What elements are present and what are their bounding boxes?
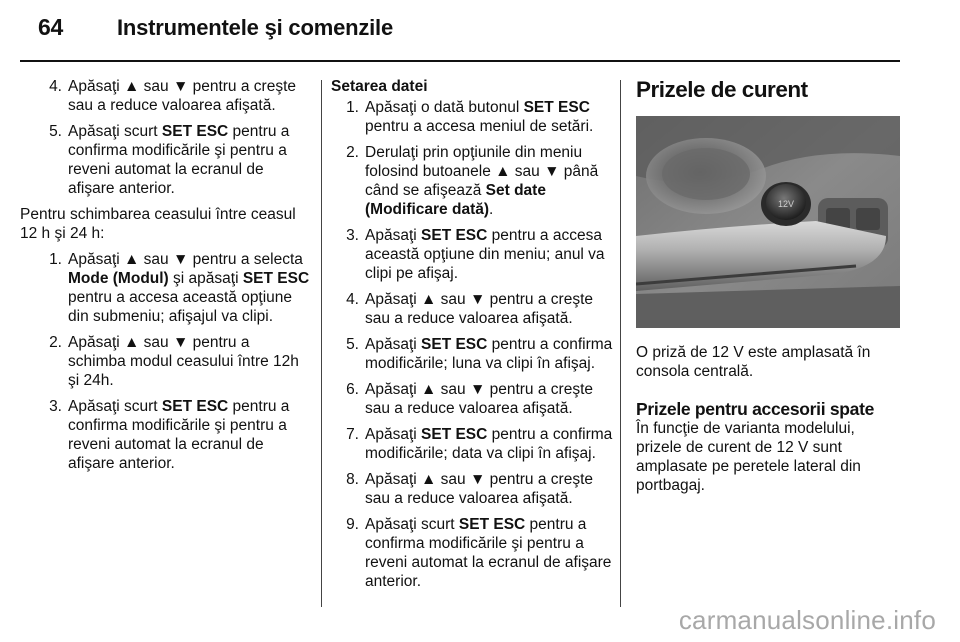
list-item-number: 2. — [346, 144, 359, 161]
power-outlet-caption: O priză de 12 V este amplasată în consola centrală. — [636, 344, 871, 380]
text-run: Apăsaţi scurt — [365, 516, 459, 533]
list-item-text — [68, 250, 310, 326]
list-item-number: 2. — [49, 334, 62, 351]
list-item-text — [365, 470, 613, 508]
text-run: Apăsaţi ▲ sau ▼ pentru a selecta — [68, 251, 303, 268]
text-run: pentru a confirma modificările şi pentru a reveni automat la ecranul de afişare anterior. — [68, 123, 290, 197]
bold-term: SET ESC — [421, 227, 488, 244]
column-divider-left — [321, 80, 322, 607]
text-run: Apăsaţi ▲ sau ▼ pentru a schimba modul ceasului între 12h şi 24h. — [68, 334, 299, 389]
page-title: Instrumentele şi comenzile — [117, 15, 393, 40]
bold-term: SET ESC — [523, 99, 590, 116]
text-run: pentru a confirma modificările şi pentru a reveni automat la ecranul de afişare anterior. — [68, 398, 290, 472]
bold-term: Set date (Modificare dată) — [365, 182, 546, 218]
column-date-settings — [331, 77, 613, 598]
list-item-text — [365, 143, 613, 219]
bold-term: SET ESC — [242, 270, 310, 287]
svg-text:12V: 12V — [777, 199, 795, 209]
text-run: Apăsaţi ▲ sau ▼ pentru a creşte sau a reduce valoarea afişată. — [365, 291, 593, 327]
text-run: pentru a accesa această opţiune din submeniu; afişajul va clipi. — [68, 289, 293, 325]
bold-term: Mode (Modul) — [68, 270, 169, 287]
list-item-text — [365, 290, 613, 328]
list-item — [331, 143, 613, 219]
list-item-number: 5. — [49, 123, 62, 140]
list-item-number: 1. — [346, 99, 359, 116]
list-item-number: 4. — [346, 291, 359, 308]
list-item — [20, 397, 310, 473]
bold-term: SET ESC — [421, 426, 488, 443]
bold-term: SET ESC — [421, 336, 488, 353]
list-item-number: 6. — [346, 381, 359, 398]
list-item-number: 9. — [346, 516, 359, 533]
list-item — [331, 290, 613, 328]
list-item-text — [365, 226, 613, 283]
text-run: Apăsaţi — [365, 426, 422, 443]
clock-steps-list — [20, 77, 310, 198]
list-item — [331, 380, 613, 418]
text-run: pentru a confirma modificările; data va clipi în afişaj. — [365, 426, 613, 462]
list-item — [331, 226, 613, 283]
bold-term: SET ESC — [161, 398, 229, 415]
bold-term: SET ESC — [161, 123, 229, 140]
text-run: Apăsaţi — [365, 227, 422, 244]
list-item — [20, 77, 310, 115]
column-power-outlets — [636, 77, 902, 502]
page-number: 64 — [38, 14, 63, 40]
text-run: pentru a accesa această opţiune din meniu; anul va clipi pe afişaj. — [365, 227, 605, 282]
text-run: şi apăsaţi — [168, 270, 243, 287]
list-item — [331, 515, 613, 591]
rear-outlets-text: În funcţie de varianta modelului, prizele de curent de 12 V sunt amplasate pe peretele lateral din portbagaj. — [636, 420, 861, 494]
list-item-number: 5. — [346, 336, 359, 353]
date-setting-heading: Setarea datei — [331, 78, 428, 95]
text-run: Apăsaţi ▲ sau ▼ pentru a creşte sau a reduce valoarea afişată. — [68, 78, 296, 114]
list-item — [331, 98, 613, 136]
rear-outlets-heading: Prizele pentru accesorii spate — [636, 399, 875, 419]
column-divider-right — [620, 80, 621, 607]
list-item-text — [365, 515, 613, 591]
text-run: Apăsaţi ▲ sau ▼ pentru a creşte sau a reduce valoarea afişată. — [365, 471, 593, 507]
column-clock-settings — [20, 77, 310, 480]
list-item-text — [365, 425, 613, 463]
list-item-text — [68, 122, 310, 198]
list-item-number: 4. — [49, 78, 62, 95]
list-item — [331, 335, 613, 373]
section-title-power-outlets: Prizele de curent — [636, 77, 808, 102]
clock-mode-steps-list — [20, 250, 310, 473]
list-item — [20, 250, 310, 326]
bold-term: SET ESC — [458, 516, 526, 533]
list-item — [20, 122, 310, 198]
date-steps-list — [331, 98, 613, 591]
list-item-number: 3. — [49, 398, 62, 415]
text-run: pentru a accesa meniul de setări. — [365, 118, 594, 135]
list-item-number: 7. — [346, 426, 359, 443]
list-item-text — [365, 98, 613, 136]
list-item-text — [68, 397, 310, 473]
text-run: Apăsaţi scurt — [68, 123, 162, 140]
watermark-text: carmanualsonline.info — [678, 605, 936, 635]
list-item — [331, 425, 613, 463]
list-item-number: 8. — [346, 471, 359, 488]
list-item — [20, 333, 310, 390]
list-item-text — [365, 335, 613, 373]
list-item-number: 3. — [346, 227, 359, 244]
text-run: Apăsaţi — [365, 336, 422, 353]
list-item-text — [68, 333, 310, 390]
text-run: Apăsaţi o dată butonul — [365, 99, 524, 116]
list-item-text — [68, 77, 310, 115]
clock-mode-intro: Pentru schimbarea ceasului între ceasul 12 h şi 24 h: — [20, 206, 296, 242]
power-outlet-photo — [636, 116, 900, 328]
text-run: Derulaţi prin opţiunile din meniu folosind butoanele ▲ sau ▼ până când se afişează — [365, 144, 599, 199]
text-run: . — [489, 201, 494, 218]
list-item-text — [365, 380, 613, 418]
list-item-number: 1. — [49, 251, 62, 268]
text-run: pentru a confirma modificările şi pentru a reveni automat la ecranul de afişare anterior. — [365, 516, 612, 590]
text-run: Apăsaţi ▲ sau ▼ pentru a creşte sau a reduce valoarea afişată. — [365, 381, 593, 417]
list-item — [331, 470, 613, 508]
header-rule — [20, 60, 900, 62]
text-run: Apăsaţi scurt — [68, 398, 162, 415]
text-run: pentru a confirma modificările; luna va clipi în afişaj. — [365, 336, 613, 372]
